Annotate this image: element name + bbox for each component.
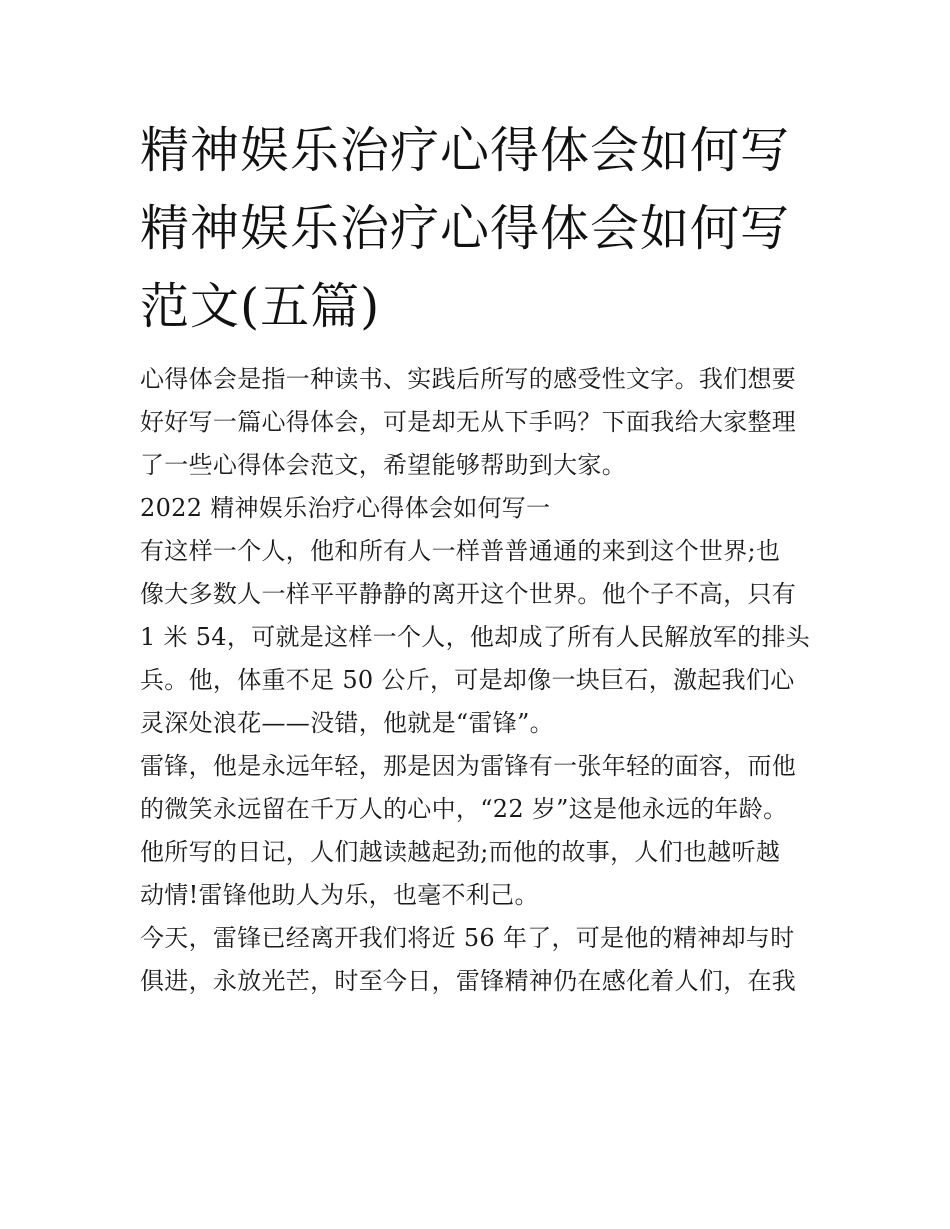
text-line: 灵深处浪花——没错，他就是“雷锋”。	[140, 709, 554, 737]
text-line: 2022 精神娱乐治疗心得体会如何写一	[140, 494, 551, 522]
intro-paragraph	[140, 358, 820, 487]
text-line: 了一些心得体会范文，希望能够帮助到大家。	[140, 451, 626, 479]
text-line: 的微笑永远留在千万人的心中，“22 岁”这是他永远的年龄。	[140, 795, 788, 823]
body-paragraph	[140, 831, 820, 917]
body-paragraph	[140, 530, 820, 745]
document-body	[140, 358, 820, 1003]
text-line: 1 米 54，可就是这样一个人，他却成了所有人民解放军的排头	[140, 623, 811, 651]
text-line: 好好写一篇心得体会，可是却无从下手吗？下面我给大家整理	[140, 408, 797, 436]
text-line: 有这样一个人，他和所有人一样普普通通的来到这个世界;也	[140, 537, 781, 565]
section-heading	[140, 487, 820, 530]
text-line: 兵。他，体重不足 50 公斤，可是却像一块巨石，激起我们心	[140, 666, 795, 694]
document-title	[140, 112, 820, 346]
text-line: 像大多数人一样平平静静的离开这个世界。他个子不高，只有	[140, 580, 797, 608]
text-line: 心得体会是指一种读书、实践后所写的感受性文字。我们想要	[140, 365, 797, 393]
title-line: 精神娱乐治疗心得体会如何写	[140, 122, 791, 179]
title-line: 范文(五篇)	[140, 278, 381, 335]
title-line: 精神娱乐治疗心得体会如何写	[140, 200, 791, 257]
text-line: 雷锋，他是永远年轻，那是因为雷锋有一张年轻的面容，而他	[140, 752, 797, 780]
body-paragraph	[140, 745, 820, 831]
text-line: 动情!雷锋他助人为乐，也毫不利己。	[140, 881, 539, 909]
text-line: 今天，雷锋已经离开我们将近 56 年了，可是他的精神却与时	[140, 924, 795, 952]
text-line: 他所写的日记，人们越读越起劲;而他的故事，人们也越听越	[140, 838, 781, 866]
body-paragraph	[140, 917, 820, 1003]
text-line: 俱进，永放光芒，时至今日，雷锋精神仍在感化着人们，在我	[140, 967, 797, 995]
